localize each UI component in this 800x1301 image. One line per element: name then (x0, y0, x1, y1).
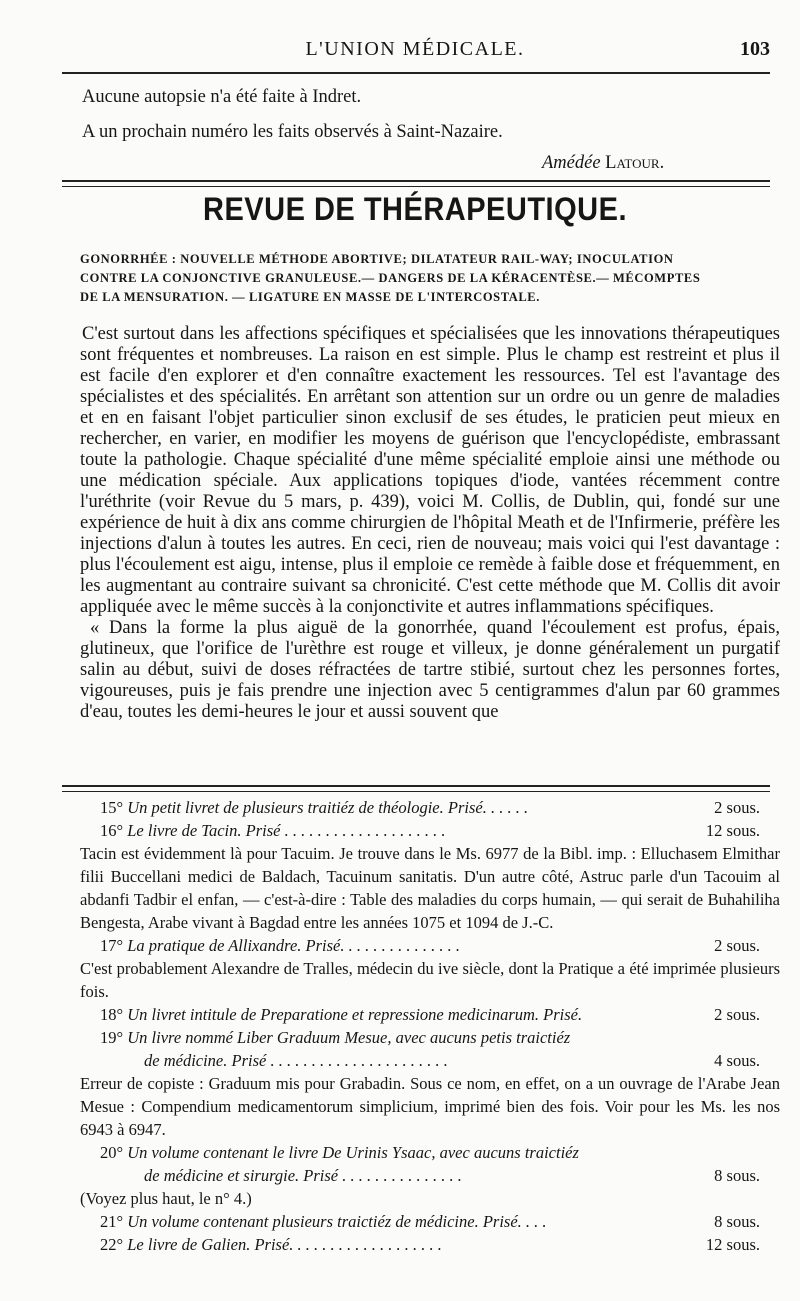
inventory-entry-22: 22° Le livre de Galien. Prisé. . . . . . . . . . . . . . . . . . . 12 sous. (100, 1235, 760, 1254)
inventory-entry-19: 19° Un livre nommé Liber Graduum Mesue, avec aucuns petis traictiéz (100, 1028, 571, 1047)
summary-line-3: DE LA MENSURATION. — LIGATURE EN MASSE DE L'INTERCOSTALE. (80, 290, 540, 304)
inventory-entry-16: 16° Le livre de Tacin. Prisé . . . . . . . . . . . . . . . . . . . . 12 sous. (100, 821, 760, 840)
inventory-entry-15: 15° Un petit livret de plusieurs traitiéz de théologie. Prisé. . . . . . 2 sous. (100, 798, 760, 817)
entry-price: 2 sous. (714, 1005, 760, 1024)
inventory-entry-21: 21° Un volume contenant plusieurs traictiéz de médicine. Prisé. . . . 8 sous. (100, 1212, 760, 1231)
footnote-rule-thick (62, 785, 770, 787)
running-title: L'UNION MÉDICALE. (305, 38, 525, 60)
intro-line-2: A un prochain numéro les faits observés à Saint-Nazaire. (82, 122, 503, 142)
entry-price: 12 sous. (705, 1235, 760, 1254)
note-16: Tacin est évidemment là pour Tacuim. Je trouve dans le Ms. 6977 de la Bibl. imp. : Elluchasem Elmithar filii Buccellani medici de Baldach, Tacuinum sanitatis. D'un autre côté, Astruc parle d'un Tacouim al abdanfi Tadbir el enfan, — c'est-à-dire : Table des maladies du corps humain, — qui serait de Buhahiliha Bengesta, Arabe vivant à Bagdad entre les années 1075 et 1094 de J.-C. (80, 844, 780, 932)
footnote-rule-thin (62, 791, 770, 792)
note-17: C'est probablement Alexandre de Tralles, médecin du ive siècle, dont la Pratique a été imprimée plusieurs fois. (80, 959, 780, 1001)
note-20: (Voyez plus haut, le n° 4.) (80, 1189, 252, 1208)
section-rule-thin (62, 186, 770, 187)
signature-last-name: Latour. (605, 153, 665, 173)
article-paragraph-1: C'est surtout dans les affections spécifiques et spécialisées que les innovations thérapeutiques sont fréquentes et nombreuses. La raison en est simple. Plus le champ est restreint et plus il est facile d'en explorer et d'en connaître exactement les ressources. Tel est l'avantage des spécialistes et des spécialités. En arrêtant son attention sur un ordre ou un genre de maladies et en en faisant l'objet particulier sinon exclusif de ses études, le praticien peut mieux en rechercher, en varier, en modifier les moyens de guérison que l'encyclopédiste, embrassant toute la pathologie. Chaque spécialité d'une même spécialité emploie ainsi une méthode ou une médication spéciale. Aux applications topiques d'iode, vantées récemment contre l'uréthrite (voir Revue du 5 mars, p. 439), voici M. Collis, de Dublin, qui, fondé sur une expérience de huit à dix ans comme chirurgien de l'hôpital Meath et de l'Infirmerie, préfère les injections d'alun à toutes les autres. En ceci, rien de nouveau; mais voici qui l'est davantage : plus l'écoulement est aigu, intense, plus il emploie ce remède à faible dose et fréquemment, en les augmentant au contraire suivant sa chronicité. C'est cette méthode que M. Collis dit avoir appliquée avec le même succès à la conjonctivite et autres inflammations spécifiques. (80, 324, 780, 617)
inventory-entry-18: 18° Un livret intitule de Preparatione et repressione medicinarum. Prisé. 2 sous. (100, 1005, 760, 1024)
article-paragraph-2: « Dans la forme la plus aiguë de la gonorrhée, quand l'écoulement est profus, épais, glutineux, que l'orifice de l'urèthre est rouge et villeux, je donne généralement un purgatif salin au début, suivi de doses réfractées de tartre stibié, surtout chez les personnes fortes, vigoureuses, puis je fais prendre une injection avec 5 centigrammes d'alun par 60 grammes d'eau, toutes les demi-heures le jour et aussi souvent que (80, 618, 780, 722)
note-19: Erreur de copiste : Graduum mis pour Grabadin. Sous ce nom, en effet, on a un ouvrage de l'Arabe Jean Mesue : Compendium medicamentorum simplicium, imprimé bien des fois. Voir pour les Ms. les nos 6943 à 6947. (80, 1074, 780, 1139)
section-title: REVUE DE THÉRAPEUTIQUE. (203, 192, 627, 228)
author-signature (542, 152, 664, 174)
section-rule-thick (62, 180, 770, 182)
entry-price: 8 sous. (714, 1166, 760, 1185)
inventory-entry-19-cont: de médicine. Prisé . . . . . . . . . . . . . . . . . . . . . . 4 sous. (144, 1051, 760, 1070)
entry-price: 12 sous. (705, 821, 760, 840)
summary-line-2: CONTRE LA CONJONCTIVE GRANULEUSE.— DANGERS DE LA KÉRACENTÈSE.— MÉCOMPTES (80, 271, 701, 285)
entry-price: 2 sous. (714, 798, 760, 817)
summary-line-1: GONORRHÉE : NOUVELLE MÉTHODE ABORTIVE; DILATATEUR RAIL-WAY; INOCULATION (80, 252, 674, 266)
entry-price: 8 sous. (714, 1212, 760, 1231)
page-number: 103 (740, 38, 770, 60)
entry-price: 4 sous. (714, 1051, 760, 1070)
inventory-entry-20-cont: de médicine et sirurgie. Prisé . . . . . . . . . . . . . . . 8 sous. (144, 1166, 760, 1185)
header-rule (62, 72, 770, 74)
inventory-entry-20: 20° Un volume contenant le livre De Urinis Ysaac, avec aucuns traictiéz (100, 1143, 579, 1162)
entry-price: 2 sous. (714, 936, 760, 955)
footnotes (80, 796, 780, 1256)
signature-first-name: Amédée (542, 153, 601, 173)
page-header (60, 38, 770, 68)
inventory-entry-17: 17° La pratique de Allixandre. Prisé. . . . . . . . . . . . . . . 2 sous. (100, 936, 760, 955)
article-body (80, 324, 780, 723)
intro-line-1: Aucune autopsie n'a été faite à Indret. (82, 87, 362, 107)
